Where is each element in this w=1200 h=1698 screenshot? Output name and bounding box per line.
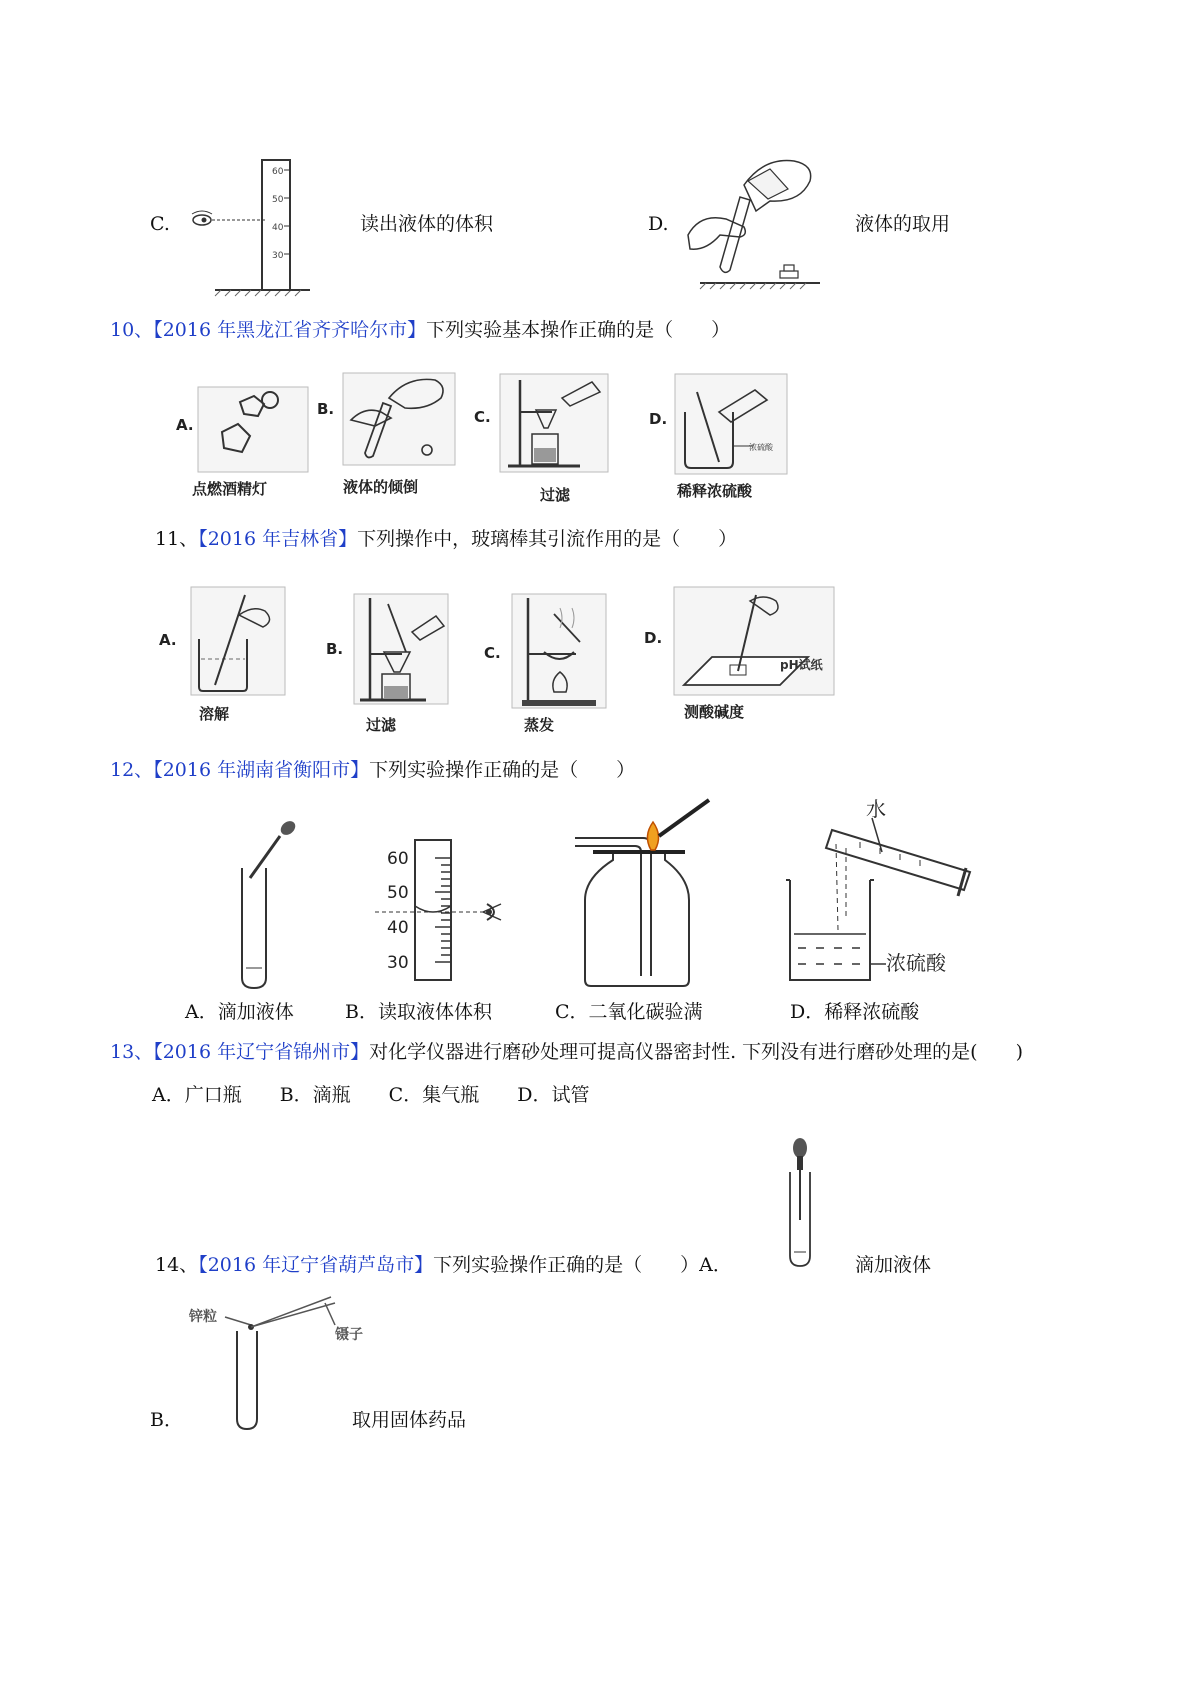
q12-stem-line: [110, 758, 635, 782]
q11-figure-d: [640, 585, 840, 730]
q10-stem-line: [110, 318, 730, 342]
q9-option-d-letter: D.: [648, 213, 669, 235]
q12-options-row: [185, 1000, 294, 1024]
q9-option-c-letter: C.: [150, 213, 170, 235]
q11-c-caption: 蒸发: [524, 716, 555, 734]
eye-icon: [192, 211, 212, 225]
q10-stem: 下列实验基本操作正确的是（ ）: [426, 319, 731, 341]
q12-option-c: [555, 1000, 703, 1024]
q12-water-label: 水: [866, 797, 886, 821]
scale-tick-50: 50: [387, 883, 409, 903]
q12-figure-c-gas-bottle: [575, 800, 710, 990]
q13-number: 13、: [110, 1041, 154, 1063]
q11-stem: 下列操作中，玻璃棒其引流作用的是（ ）: [357, 528, 738, 550]
q12-stem: 下列实验操作正确的是（ ）: [369, 759, 636, 781]
scale-tick-30: 30: [387, 953, 409, 973]
q12-figure-a-dropper: [230, 818, 310, 988]
q10-a-letter: A.: [176, 416, 194, 434]
q12-acid-label: 浓硫酸: [886, 951, 946, 975]
q12-option-a-letter: A．: [185, 1001, 218, 1023]
q11-source: 【2016 年吉林省】: [198, 528, 358, 550]
q10-c-letter: C.: [474, 408, 491, 426]
q14-number: 14、: [155, 1254, 199, 1276]
cyl-tick-40: 40: [272, 223, 284, 233]
scale-tick-60: 60: [387, 849, 409, 869]
q11-a-caption: 溶解: [199, 705, 230, 723]
q10-figure-c: [470, 372, 620, 512]
q9-option-d-text: 液体的取用: [855, 213, 951, 235]
q9-figure-c-graduated-cylinder: [180, 150, 320, 300]
q12-option-d-text: 稀释浓硫酸: [824, 1001, 920, 1023]
q12-option-d-letter: D．: [790, 1001, 825, 1023]
q11-a-letter: A.: [159, 631, 177, 649]
q9-figure-d-liquid-pouring: [680, 155, 830, 290]
scale-tick-40: 40: [387, 918, 409, 938]
q11-d-ph-label: pH试纸: [780, 658, 823, 672]
eye-icon: [483, 904, 501, 920]
q14-stem: 下列实验操作正确的是（ ）A．: [433, 1254, 732, 1276]
q10-d-acid-label: 浓硫酸: [749, 443, 773, 452]
q11-c-letter: C.: [484, 644, 501, 662]
q11-figure-c: [480, 592, 610, 742]
q13-options: A．广口瓶 B．滴瓶 C．集气瓶 D．试管: [152, 1084, 590, 1106]
q12-option-d: [790, 1000, 919, 1024]
q11-number: 11、: [155, 528, 199, 550]
cyl-tick-30: 30: [272, 251, 284, 261]
q12-option-a-text: 滴加液体: [217, 1001, 294, 1023]
q11-stem-line: [155, 527, 737, 551]
q12-option-c-letter: C．: [555, 1001, 589, 1023]
q10-figure-a: [170, 372, 320, 502]
q13-stem: 对化学仪器进行磨砂处理可提高仪器密封性. 下列没有进行磨砂处理的是( ): [369, 1041, 1024, 1063]
q10-figure-d: [645, 372, 805, 507]
q11-d-letter: D.: [644, 629, 663, 647]
q12-option-c-text: 二氧化碳验满: [588, 1001, 703, 1023]
q14-option-a-text: 滴加液体: [855, 1254, 932, 1276]
q14-option-b-letter: B．: [150, 1409, 183, 1431]
q11-figure-b: [322, 592, 452, 742]
q10-number: 10、: [110, 319, 154, 341]
cyl-tick-60: 60: [272, 167, 284, 177]
q12-option-b-letter: B．: [345, 1001, 378, 1023]
q12-source: 【2016 年湖南省衡阳市】: [153, 759, 370, 781]
cyl-tick-50: 50: [272, 195, 284, 205]
q14-figure-b-tube: [185, 1295, 365, 1430]
q14-figure-a-dropper: [780, 1130, 820, 1270]
q9-option-c-text: 读出液体的体积: [360, 213, 494, 235]
q13-source: 【2016 年辽宁省锦州市】: [153, 1041, 370, 1063]
q11-figure-a: [155, 585, 290, 730]
q10-b-letter: B.: [317, 400, 335, 418]
q10-a-caption: 点燃酒精灯: [192, 480, 268, 498]
q11-b-letter: B.: [326, 640, 344, 658]
q14-source: 【2016 年辽宁省葫芦岛市】: [198, 1254, 434, 1276]
q10-b-caption: 液体的倾倒: [343, 478, 419, 496]
q14-zinc-label: 锌粒: [189, 1309, 217, 1325]
q10-source: 【2016 年黑龙江省齐齐哈尔市】: [153, 319, 427, 341]
q12-figure-d-dilution: [780, 797, 980, 990]
q13-stem-line: [110, 1040, 1023, 1064]
q12-figure-b-scale: [375, 840, 515, 990]
q14-stem-line: [155, 1253, 732, 1277]
q11-d-caption: 测酸碱度: [684, 703, 745, 721]
q14-tweezers-label: 镊子: [335, 1327, 363, 1343]
q12-option-b-text: 读取液体体积: [377, 1001, 492, 1023]
q10-d-letter: D.: [649, 410, 668, 428]
q12-number: 12、: [110, 759, 154, 781]
q12-option-b: [345, 1000, 492, 1024]
q10-figure-b: [315, 368, 465, 503]
q10-d-caption: 稀释浓硫酸: [677, 482, 753, 500]
q14-option-b-text: 取用固体药品: [352, 1409, 467, 1431]
q11-b-caption: 过滤: [366, 716, 397, 734]
q10-c-caption: 过滤: [540, 486, 571, 504]
